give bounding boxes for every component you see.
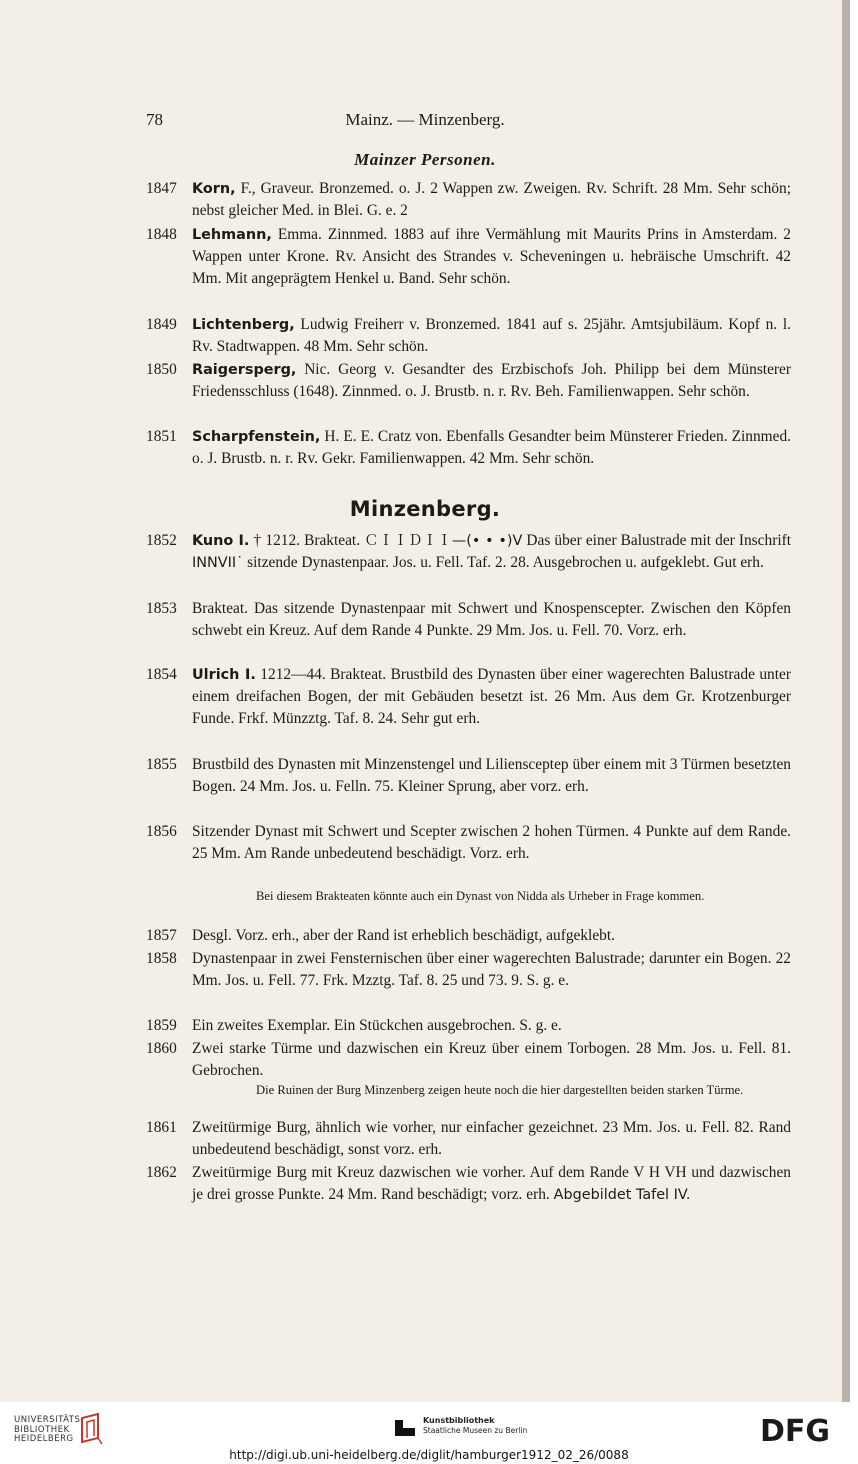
dfg-logo: DFG (760, 1414, 831, 1449)
entry-text: F., Graveur. Bronzemed. o. J. 2 Wappen zw. Zweigen. Rv. Schrift. 28 Mm. Sehr schön; nebst gleicher Med. in Blei. G. e. 2 (192, 180, 791, 220)
entry-number: 1862 (146, 1164, 177, 1181)
entry-number: 1861 (146, 1119, 177, 1136)
entry-1855 (146, 754, 791, 798)
permalink-url[interactable]: http://digi.ub.uni-heidelberg.de/diglit/hamburger1912_02_26/0088 (229, 1448, 629, 1462)
kunstbibliothek-logo-icon (393, 1416, 417, 1438)
entry-text: Das über einer Balustrade mit der Inschrift (522, 532, 791, 549)
running-title: Mainz. — Minzenberg. (345, 110, 505, 129)
entry-1857 (146, 925, 791, 947)
entry-name: Raigersperg, (192, 362, 297, 378)
entry-1849 (146, 314, 791, 358)
entry-text: Dynastenpaar in zwei Fensternischen über einer wagerechten Balustrade; darunter ein Bogen. 22 Mm. Jos. u. Fell. 77. Frk. Mzztg. Taf. 8. 25 und 73. 9. S. g. e. (192, 950, 791, 990)
entry-text: Brustbild des Dynasten mit Minzenstengel und Liliensceptер über einem mit 3 Türmen besetzten Bogen. 24 Mm. Jos. u. Felln. 75. Kleiner Sprung, aber vorz. erh. (192, 756, 791, 796)
page-number: 78 (146, 110, 163, 129)
entry-text: sitzende Dynastenpaar. Jos. u. Fell. Taf. 2. 28. Ausgebrochen u. aufgeklebt. Gut erh. (243, 554, 764, 572)
university-line: HEIDELBERG (14, 1434, 74, 1444)
entry-number: 1857 (146, 927, 177, 944)
entry-number: 1860 (146, 1040, 177, 1057)
entry-1862 (146, 1162, 791, 1206)
entry-text: Emma. Zinnmed. 1883 auf ihre Vermählung mit Maurits Prins in Amsterdam. 2 Wappen unter Krone. Rv. Ansicht des Strandes v. Scheveningen u. hebräische Umschrift. 42 Mm. Mit angeprägtem Henkel u. Band. Sehr schön. (192, 226, 791, 288)
entry-number: 1855 (146, 756, 177, 773)
section-title-minzenberg: Minzenberg. (349, 497, 501, 521)
university-line: UNIVERSITÄTS- (14, 1415, 84, 1425)
section-title-mainzer-personen: Mainzer Personen. (354, 150, 496, 169)
university-library-text (14, 1416, 84, 1445)
entry-number: 1849 (146, 316, 177, 333)
entry-text: † 1212. Brakteat. (249, 532, 365, 549)
digitization-footer (0, 1402, 858, 1464)
entry-text: H. E. E. Cratz von. Ebenfalls Gesandter beim Münsterer Frieden. Zinnmed. o. J. Brustb. n. r. Rv. Gekr. Familienwappen. 42 Mm. Sehr schön. (192, 428, 791, 468)
entry-1856 (146, 821, 791, 865)
entry-number: 1853 (146, 600, 177, 617)
footnote-1860: Die Ruinen der Burg Minzenberg zeigen heute noch die hier dargestellten beiden starken Türme. (256, 1083, 744, 1097)
entry-1852 (146, 530, 791, 574)
entry-number: 1854 (146, 666, 177, 683)
entry-1860 (146, 1038, 791, 1082)
entry-name: Lichtenberg, (192, 317, 295, 333)
entry-number: 1859 (146, 1017, 177, 1034)
entry-1853 (146, 598, 791, 642)
entry-name: Ulrich I. (192, 667, 256, 683)
entry-text: 1212—44. Brakteat. Brustbild des Dynasten über einer wagerechten Balustrade unter einem dreifachen Bogen, der mit Gebäuden besetzt ist. 26 Mm. Aus dem Gr. Krotzenburger Funde. Frkf. Münzztg. Taf. 8. 24. Sehr gut erh. (192, 666, 791, 728)
entry-1847 (146, 178, 791, 222)
footnote-1856: Bei diesem Brakteaten könnte auch ein Dynast von Nidda als Urheber in Frage kommen. (256, 889, 705, 903)
entry-name: Lehmann, (192, 227, 272, 243)
entry-text: Nic. Georg v. Gesandter des Erzbischofs Joh. Philipp bei dem Münsterer Friedensschluss (1648). Zinnmed. o. J. Brustb. n. r. Rv. Beh. Familienwappen. Sehr schön. (192, 361, 791, 401)
entry-text: Ludwig Freiherr v. Bronzemed. 1841 auf s. 25jähr. Amtsjubiläum. Kopf n. l. Rv. Stadtwappen. 48 Mm. Sehr schön. (192, 316, 791, 356)
entry-number: 1847 (146, 180, 177, 197)
entry-text: Zwei starke Türme und dazwischen ein Kreuz über einem Torbogen. 28 Mm. Jos. u. Fell. 81. Gebrochen. (192, 1040, 791, 1080)
kunstbibliothek-text (423, 1416, 527, 1435)
entry-1859 (146, 1015, 791, 1037)
entry-number: 1850 (146, 361, 177, 378)
entry-name: Scharpfenstein, (192, 429, 321, 445)
page-edge (842, 0, 850, 1402)
kb-line: Staatliche Museen zu Berlin (423, 1425, 528, 1435)
entry-text: Desgl. Vorz. erh., aber der Rand ist erheblich beschädigt, aufgeklebt. (192, 927, 615, 944)
inscription: INNVII˙ (192, 555, 244, 572)
entry-text: Zweitürmige Burg, ähnlich wie vorher, nur einfacher gezeichnet. 23 Mm. Jos. u. Fell. 82. Rand unbedeutend beschädigt, sonst vorz. erh. (192, 1119, 791, 1159)
entry-text: Ein zweites Exemplar. Ein Stückchen ausgebrochen. S. g. e. (192, 1017, 562, 1034)
entry-number: 1858 (146, 950, 177, 967)
entry-name: Korn, (192, 181, 236, 197)
entry-1851 (146, 426, 791, 470)
coin-legend: ＣＩＩＤＩＩ—(• • •)V (364, 533, 523, 549)
university-logo-icon (78, 1412, 104, 1446)
entry-text: Brakteat. Das sitzende Dynastenpaar mit Schwert und Knospenscepter. Zwischen den Köpfen schwebt ein Kreuz. Auf dem Rande 4 Punkte. 29 Mm. Jos. u. Fell. 70. Vorz. erh. (192, 600, 791, 640)
entry-number: 1848 (146, 226, 177, 243)
entry-number: 1852 (146, 532, 177, 549)
entry-text: Zweitürmige Burg mit Kreuz dazwischen wie vorher. Auf dem Rande V H VH und dazwischen je drei grosse Punkte. 24 Mm. Rand beschädigt; vorz. erh. (192, 1164, 791, 1204)
plate-reference: Abgebildet Tafel IV. (553, 1187, 691, 1204)
entry-1848 (146, 224, 791, 291)
entry-name: Kuno I. (192, 533, 250, 549)
entry-1861 (146, 1117, 791, 1161)
running-head (0, 110, 850, 134)
entry-1854 (146, 664, 791, 731)
university-line: BIBLIOTHEK (14, 1424, 70, 1435)
entry-1850 (146, 359, 791, 403)
entry-1858 (146, 948, 791, 992)
kb-line: Kunstbibliothek (423, 1416, 495, 1425)
entry-text: Sitzender Dynast mit Schwert und Scepter zwischen 2 hohen Türmen. 4 Punkte auf dem Rande. 25 Mm. Am Rande unbedeutend beschädigt. Vorz. erh. (192, 823, 791, 863)
entry-number: 1856 (146, 823, 177, 840)
entry-number: 1851 (146, 428, 177, 445)
